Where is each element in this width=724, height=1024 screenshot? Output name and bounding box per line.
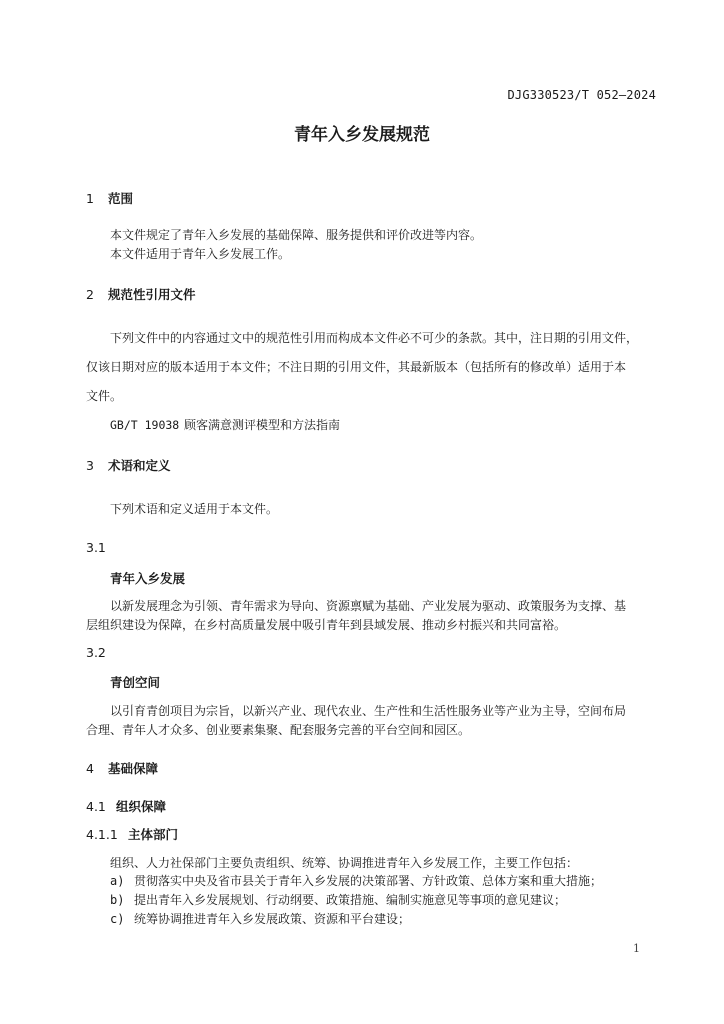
list-item-text: 统筹协调推进青年入乡发展政策、资源和平台建设； — [134, 912, 411, 926]
list-item — [110, 891, 566, 908]
clause-number: 4.1.1 — [86, 827, 118, 842]
section-title: 规范性引用文件 — [108, 287, 196, 302]
term-definition-line-2: 层组织建设为保障，在乡村高质量发展中吸引青年到县域发展、推动乡村振兴和共同富裕。 — [86, 618, 567, 632]
section-number: 4 — [86, 761, 94, 776]
clause-title: 主体部门 — [128, 827, 179, 842]
subsection-number: 4.1 — [86, 799, 106, 814]
references-paragraph-line-3: 文件。 — [86, 389, 123, 403]
scope-paragraph-1: 本文件规定了青年入乡发展的基础保障、服务提供和评价改进等内容。 — [110, 228, 483, 242]
section-heading-terms — [86, 456, 171, 474]
term-definition-line-1: 以新发展理念为引领、青年需求为导向、资源禀赋为基础、产业发展为驱动、政策服务为支撑、基 — [110, 599, 627, 613]
page-number: 1 — [633, 942, 640, 955]
section-title: 范围 — [108, 191, 134, 206]
document-code: DJG330523/T 052—2024 — [507, 88, 656, 102]
section-heading-basic-guarantee — [86, 759, 158, 777]
term-number: 3.1 — [86, 540, 106, 555]
section-title: 术语和定义 — [108, 458, 171, 473]
term-number: 3.2 — [86, 645, 106, 660]
term-name: 青创空间 — [110, 675, 161, 690]
document-title: 青年入乡发展规范 — [294, 125, 430, 145]
list-item — [110, 910, 410, 927]
clause-intro: 组织、人力社保部门主要负责组织、统筹、协调推进青年入乡发展工作，主要工作包括： — [110, 856, 579, 870]
clause-heading-main-departments — [86, 825, 178, 843]
list-marker: a) — [110, 874, 125, 888]
reference-code: GB/T 19038 — [110, 418, 180, 432]
subsection-heading-organization — [86, 797, 166, 815]
references-paragraph-line-2: 仅该日期对应的版本适用于本文件；不注日期的引用文件，其最新版本（包括所有的修改单）适用于本 — [86, 360, 627, 374]
references-paragraph-line-1: 下列文件中的内容通过文中的规范性引用而构成本文件必不可少的条款。其中，注日期的引用文件， — [110, 331, 639, 345]
scope-paragraph-2: 本文件适用于青年入乡发展工作。 — [110, 247, 291, 261]
reference-entry — [110, 416, 340, 433]
term-name: 青年入乡发展 — [110, 571, 186, 586]
section-title: 基础保障 — [108, 761, 159, 776]
section-number: 3 — [86, 458, 94, 473]
section-number: 2 — [86, 287, 94, 302]
reference-title: 顾客满意测评模型和方法指南 — [184, 418, 341, 432]
list-marker: c) — [110, 912, 125, 926]
list-marker: b) — [110, 893, 125, 907]
term-definition-line-2: 合理、青年人才众多、创业要素集聚、配套服务完善的平台空间和园区。 — [86, 723, 471, 737]
section-number: 1 — [86, 191, 94, 206]
subsection-title: 组织保障 — [116, 799, 167, 814]
term-definition-line-1: 以引育青创项目为宗旨，以新兴产业、现代农业、生产性和生活性服务业等产业为主导，空间布局 — [110, 704, 627, 718]
terms-intro: 下列术语和定义适用于本文件。 — [110, 502, 279, 516]
list-item-text: 提出青年入乡发展规划、行动纲要、政策措施、编制实施意见等事项的意见建议； — [134, 893, 567, 907]
section-heading-normative-references — [86, 285, 196, 303]
section-heading-scope — [86, 189, 133, 207]
list-item-text: 贯彻落实中央及省市县关于青年入乡发展的决策部署、方针政策、总体方案和重大措施； — [134, 874, 603, 888]
list-item — [110, 872, 602, 889]
